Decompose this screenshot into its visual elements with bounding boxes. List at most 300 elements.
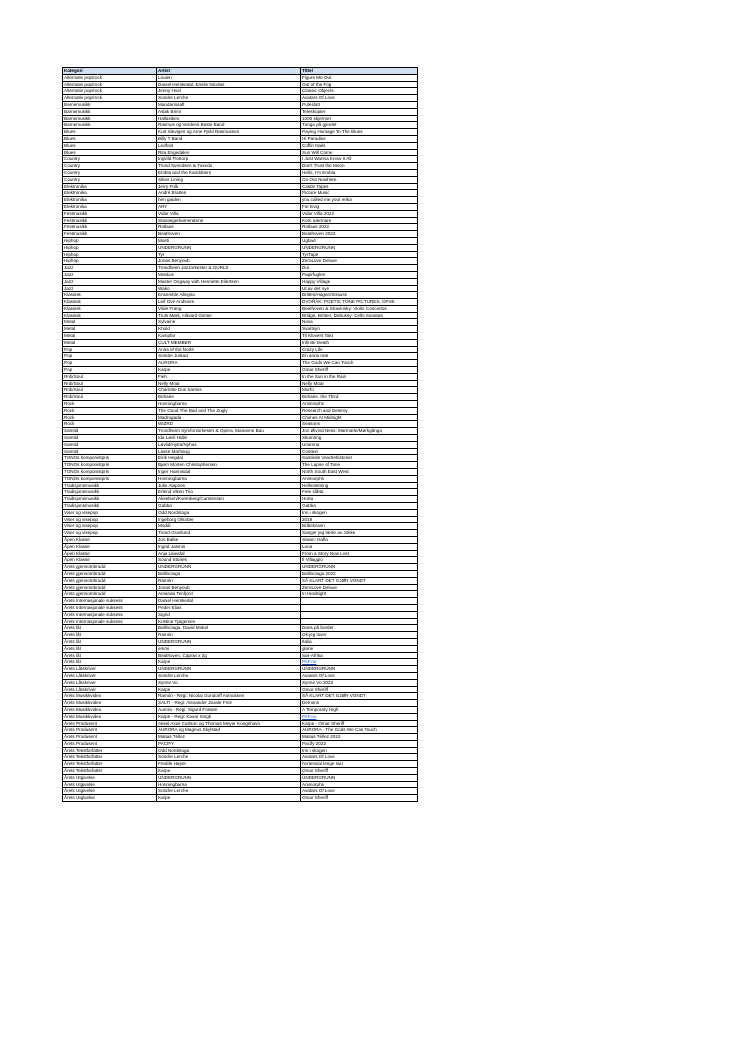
cell-tittel: Demons bbox=[301, 700, 418, 707]
cell-artist: Karpe bbox=[157, 768, 301, 775]
table-row bbox=[63, 142, 418, 149]
cell-tittel: Don't Trust the Moon bbox=[301, 163, 418, 170]
cell-tittel bbox=[301, 611, 418, 618]
table-row bbox=[63, 149, 418, 156]
table-row bbox=[63, 305, 418, 312]
table-row bbox=[63, 713, 418, 720]
cell-artist: UNDERGRUNN bbox=[157, 564, 301, 571]
cell-tittel: Samlede Vandrehistorier bbox=[301, 455, 418, 462]
cell-tittel: From a Story Now Lost bbox=[301, 550, 418, 557]
cell-artist: Eirik Hegdal bbox=[157, 455, 301, 462]
title-link[interactable]: PAF.no bbox=[302, 659, 317, 665]
cell-tittel: Italia bbox=[301, 638, 418, 645]
cell-artist: hen gaiden bbox=[157, 197, 301, 204]
cell-artist: Anna of the North bbox=[157, 346, 301, 353]
table-row bbox=[63, 394, 418, 401]
table-row bbox=[63, 598, 418, 605]
cell-artist: Silver Lining bbox=[157, 176, 301, 183]
cell-kategori: Årets Tekstforfatter bbox=[63, 754, 157, 761]
table-row bbox=[63, 672, 418, 679]
cell-tittel bbox=[301, 618, 418, 625]
cell-kategori: Årets Låtskriver bbox=[63, 672, 157, 679]
cell-artist: UNDERGRUNN bbox=[157, 638, 301, 645]
table-row bbox=[63, 462, 418, 469]
table-row bbox=[63, 265, 418, 272]
cell-artist: Stavangerkameratene bbox=[157, 217, 301, 224]
cell-artist: AURORA bbox=[157, 360, 301, 367]
cell-tittel: Inn i skogen bbox=[301, 747, 418, 754]
cell-artist: Kampfar bbox=[157, 333, 301, 340]
table-row bbox=[63, 292, 418, 299]
cell-artist: Lasse Marhaug bbox=[157, 448, 301, 455]
cell-artist: Ballinciaga bbox=[157, 570, 301, 577]
table-row bbox=[63, 768, 418, 775]
table-row bbox=[63, 625, 418, 632]
cell-kategori: Blues bbox=[63, 129, 157, 136]
cell-artist: Jenny Hval bbox=[157, 88, 301, 95]
cell-tittel: A Temporary High bbox=[301, 706, 418, 713]
cell-artist: Ida Løvli Hidle bbox=[157, 435, 301, 442]
cell-kategori: Elektronika bbox=[63, 190, 157, 197]
cell-kategori: Alternativ pop/rock bbox=[63, 74, 157, 81]
cell-kategori: Årets Musikkvideo bbox=[63, 700, 157, 707]
cell-artist: SALTI - Regi: Alexander Zarate Frez bbox=[157, 700, 301, 707]
cell-kategori: Årets Musikkvideo bbox=[63, 693, 157, 700]
cell-tittel: I Just Wanna Know It All bbox=[301, 156, 418, 163]
cell-kategori: Hiphop bbox=[63, 251, 157, 258]
cell-tittel: Paying Homage To The Blues bbox=[301, 129, 418, 136]
cell-tittel: Skumring bbox=[301, 435, 418, 442]
cell-artist: Rasmus og Verdens Beste Band bbox=[157, 122, 301, 129]
cell-artist: Wako bbox=[157, 285, 301, 292]
cell-tittel: hortensial lenge sia! bbox=[301, 761, 418, 768]
table-row bbox=[63, 503, 418, 510]
cell-artist: Charlotte Dos Santos bbox=[157, 387, 301, 394]
table-row bbox=[63, 129, 418, 136]
cell-artist: Beathoven, Capow x 2g bbox=[157, 652, 301, 659]
cell-artist: WIZRD bbox=[157, 421, 301, 428]
cell-tittel: Nova bbox=[301, 319, 418, 326]
cell-kategori: Årets Utgivelse bbox=[63, 774, 157, 781]
cell-tittel: Avatars Of Love bbox=[301, 754, 418, 761]
cell-kategori: Festmusikk bbox=[63, 217, 157, 224]
cell-artist: ARY bbox=[157, 203, 301, 210]
cell-tittel: SÅ KLART DET GJØR VONDT bbox=[301, 693, 418, 700]
cell-kategori: Årets låt bbox=[63, 632, 157, 639]
cell-kategori: Årets Utgivelse bbox=[63, 781, 157, 788]
cell-kategori: Klassisk bbox=[63, 312, 157, 319]
table-row bbox=[63, 401, 418, 408]
cell-artist: Vilde Frang bbox=[157, 305, 301, 312]
cell-tittel: En anna mæ bbox=[301, 353, 418, 360]
cell-kategori: Årets låt bbox=[63, 638, 157, 645]
table-row bbox=[63, 278, 418, 285]
table-row bbox=[63, 795, 418, 802]
cell-artist: Moskus bbox=[157, 271, 301, 278]
cell-tittel bbox=[301, 604, 418, 611]
table-row bbox=[63, 135, 418, 142]
cell-kategori: Alternativ pop/rock bbox=[63, 95, 157, 102]
cell-kategori: Årets Musikkvideo bbox=[63, 706, 157, 713]
table-row bbox=[63, 706, 418, 713]
cell-tittel: UNDERGRUNN bbox=[301, 244, 418, 251]
cell-tittel: Papirfuglen bbox=[301, 271, 418, 278]
cell-artist: Karpe bbox=[157, 795, 301, 802]
cell-tittel: Sun Will Come bbox=[301, 149, 418, 156]
cell-tittel: Ut av det nye bbox=[301, 285, 418, 292]
cell-kategori: Årets Produsent bbox=[63, 734, 157, 741]
cell-tittel: UNDERGRUNN bbox=[301, 564, 418, 571]
cell-kategori: Rnb/Soul bbox=[63, 394, 157, 401]
cell-artist: Fredrik Høyer bbox=[157, 761, 301, 768]
cell-kategori: Årets Internasjonale suksess bbox=[63, 604, 157, 611]
cell-artist: Beharie bbox=[157, 394, 301, 401]
cell-artist: CULT MEMBER bbox=[157, 339, 301, 346]
cell-tittel: Animorphs bbox=[301, 781, 418, 788]
cell-artist: Synne Vo bbox=[157, 679, 301, 686]
cell-tittel: Hellenistning bbox=[301, 482, 418, 489]
cell-kategori: Årets Produsent bbox=[63, 720, 157, 727]
table-row bbox=[63, 652, 418, 659]
table-row bbox=[63, 122, 418, 129]
cell-artist: Trond Granlund bbox=[157, 530, 301, 537]
cell-artist: Odd Nordstoga bbox=[157, 747, 301, 754]
cell-tittel: Britten/Hagen/Strauss bbox=[301, 292, 418, 299]
cell-kategori: Rock bbox=[63, 407, 157, 414]
table-row bbox=[63, 312, 418, 319]
table-row bbox=[63, 659, 418, 666]
cell-kategori: Pop bbox=[63, 353, 157, 360]
table-row bbox=[63, 482, 418, 489]
cell-kategori: Tradisjonsmusikk bbox=[63, 489, 157, 496]
table-row bbox=[63, 788, 418, 795]
cell-artist: Karpe bbox=[157, 686, 301, 693]
cell-tittel: Puteslott bbox=[301, 101, 418, 108]
cell-tittel: Out of the Fog bbox=[301, 81, 418, 88]
table-row bbox=[63, 115, 418, 122]
cell-tittel: Horta bbox=[301, 496, 418, 503]
cell-kategori: Rock bbox=[63, 421, 157, 428]
cell-tittel: Research and Destroy bbox=[301, 407, 418, 414]
cell-artist: Erlend Viken Trio bbox=[157, 489, 301, 496]
table-row bbox=[63, 380, 418, 387]
table-row bbox=[63, 435, 418, 442]
table-row bbox=[63, 734, 418, 741]
cell-artist: Julie Alapnes bbox=[157, 482, 301, 489]
table-row bbox=[63, 754, 418, 761]
cell-artist: Trond Svendsen & Tuxedo bbox=[157, 163, 301, 170]
cell-tittel: Ugbad bbox=[301, 237, 418, 244]
table-row bbox=[63, 74, 418, 81]
cell-artist: Madrugada bbox=[157, 414, 301, 421]
cell-artist: Matias Téllez bbox=[157, 734, 301, 741]
table-row bbox=[63, 237, 418, 244]
header-kategori: Kategori bbox=[63, 68, 157, 75]
cell-kategori: Viser og visepop bbox=[63, 509, 157, 516]
cell-tittel: Morfo bbox=[301, 387, 418, 394]
cell-artist: Jonas Benyoub bbox=[157, 584, 301, 591]
table-row bbox=[63, 496, 418, 503]
cell-kategori: Årets Låtskriver bbox=[63, 686, 157, 693]
cell-kategori: Alternativ pop/rock bbox=[63, 88, 157, 95]
table-row bbox=[63, 686, 418, 693]
table-row bbox=[63, 693, 418, 700]
cell-tittel: ZeroLove Deluxe bbox=[301, 584, 418, 591]
table-row bbox=[63, 197, 418, 204]
cell-tittel: Castle Tapes bbox=[301, 183, 418, 190]
cell-tittel: Context bbox=[301, 448, 418, 455]
cell-kategori: Country bbox=[63, 176, 157, 183]
cell-artist: UNDERGRUNN bbox=[157, 666, 301, 673]
header-tittel: Tittel bbox=[301, 68, 418, 75]
cell-kategori: Rnb/Soul bbox=[63, 380, 157, 387]
table-row bbox=[63, 210, 418, 217]
cell-tittel: For Evig bbox=[301, 203, 418, 210]
cell-artist: Sondre Lerche bbox=[157, 754, 301, 761]
cell-tittel bbox=[301, 659, 418, 666]
table-row bbox=[63, 727, 418, 734]
cell-kategori: Årets Internasjonale suksess bbox=[63, 611, 157, 618]
cell-kategori: TONOs komponistpris bbox=[63, 475, 157, 482]
cell-artist: Jerry Folk bbox=[157, 183, 301, 190]
cell-kategori: Elektronika bbox=[63, 203, 157, 210]
cell-tittel: Hello, I'm Embla bbox=[301, 169, 418, 176]
cell-artist: Truls Mørk, Håvard Gimse bbox=[157, 312, 301, 319]
table-row bbox=[63, 550, 418, 557]
cell-tittel: 2018 bbox=[301, 516, 418, 523]
table-row bbox=[63, 360, 418, 367]
cell-tittel: ZeroLove Deluxe bbox=[301, 258, 418, 265]
cell-kategori: Årets Produsent bbox=[63, 727, 157, 734]
cell-kategori: Elektronika bbox=[63, 183, 157, 190]
cell-kategori: Hiphop bbox=[63, 258, 157, 265]
cell-kategori: Barnemusikk bbox=[63, 122, 157, 129]
cell-kategori: Festmusikk bbox=[63, 224, 157, 231]
cell-artist: UNDERGRUNN bbox=[157, 244, 301, 251]
cell-kategori: Viser og visepop bbox=[63, 523, 157, 530]
cell-tittel: Dui bbox=[301, 265, 418, 272]
cell-artist: Master Oogway with Henriette Eilertsen bbox=[157, 278, 301, 285]
cell-artist: Aurora - Regi: Sigurd Fossen bbox=[157, 706, 301, 713]
cell-artist: Tyr bbox=[157, 251, 301, 258]
cell-artist: Ingeborg Oktober bbox=[157, 516, 301, 523]
cell-kategori: Årets Tekstforfatter bbox=[63, 747, 157, 754]
cell-kategori: Klassisk bbox=[63, 299, 157, 306]
cell-kategori: Festmusikk bbox=[63, 231, 157, 238]
cell-kategori: Metal bbox=[63, 326, 157, 333]
table-row bbox=[63, 720, 418, 727]
cell-artist: Inger Hannisdal bbox=[157, 469, 301, 476]
cell-kategori: Årets Tekstforfatter bbox=[63, 761, 157, 768]
table-row bbox=[63, 557, 418, 564]
cell-kategori: Barnemusikk bbox=[63, 115, 157, 122]
table-row bbox=[63, 632, 418, 639]
cell-artist: Odd Nordstoga bbox=[157, 509, 301, 516]
cell-kategori: Årets låt bbox=[63, 659, 157, 666]
cell-artist: Karpe - Regi: Kavar Singh bbox=[157, 713, 301, 720]
cell-kategori: Blues bbox=[63, 135, 157, 142]
cell-artist: Fieh bbox=[157, 373, 301, 380]
cell-artist: Louien bbox=[157, 74, 301, 81]
cell-kategori: Country bbox=[63, 156, 157, 163]
cell-tittel: Til Klovers Takt bbox=[301, 333, 418, 340]
cell-kategori: Rock bbox=[63, 414, 157, 421]
table-row bbox=[63, 774, 418, 781]
table-row bbox=[63, 81, 418, 88]
cell-artist: Aslak Brimi bbox=[157, 108, 301, 115]
cell-artist: Ensemble Allegria bbox=[157, 292, 301, 299]
cell-kategori: Barnemusikk bbox=[63, 101, 157, 108]
cell-tittel: Go Out Nowhere bbox=[301, 176, 418, 183]
table-row bbox=[63, 299, 418, 306]
cell-kategori: Hiphop bbox=[63, 237, 157, 244]
cell-artist: Rita Engedalen bbox=[157, 149, 301, 156]
cell-tittel bbox=[301, 598, 418, 605]
cell-kategori: Årets Låtskriver bbox=[63, 679, 157, 686]
table-row bbox=[63, 645, 418, 652]
cell-tittel: Omar Sheriff bbox=[301, 367, 418, 374]
cell-kategori: Åpen Klasse bbox=[63, 543, 157, 550]
table-row bbox=[63, 781, 418, 788]
cell-tittel: Beathoven 2022 bbox=[301, 231, 418, 238]
cell-kategori: TONOs komponistpris bbox=[63, 455, 157, 462]
cell-artist: UNDERGRUNN bbox=[157, 774, 301, 781]
cell-artist: Honningbarna bbox=[157, 781, 301, 788]
table-row bbox=[63, 319, 418, 326]
table-row bbox=[63, 509, 418, 516]
cell-kategori: Festmusikk bbox=[63, 210, 157, 217]
table-row bbox=[63, 747, 418, 754]
cell-kategori: Blues bbox=[63, 142, 157, 149]
table-row bbox=[63, 285, 418, 292]
cell-kategori: Elektronika bbox=[63, 197, 157, 204]
cell-kategori: Blues bbox=[63, 149, 157, 156]
cell-tittel: glorie bbox=[301, 645, 418, 652]
table-row bbox=[63, 183, 418, 190]
title-link[interactable]: PAF.no bbox=[302, 713, 317, 719]
cell-tittel: Beethoven & Stravinsky: Violin Concertos bbox=[301, 305, 418, 312]
cell-kategori: Årets Låtskriver bbox=[63, 666, 157, 673]
cell-tittel: Happy Village bbox=[301, 278, 418, 285]
cell-artist: Mandarinsaft bbox=[157, 101, 301, 108]
cell-artist: Beathoven bbox=[157, 231, 301, 238]
cell-tittel: Dans på bordet bbox=[301, 625, 418, 632]
cell-tittel: Figure Me Out bbox=[301, 74, 418, 81]
cell-kategori: Åpen Klasse bbox=[63, 557, 157, 564]
cell-kategori: Årets gjennombrudd bbox=[63, 564, 157, 571]
cell-kategori: Tradisjonsmusikk bbox=[63, 482, 157, 489]
header-row bbox=[63, 68, 418, 75]
table-row bbox=[63, 441, 418, 448]
table-row bbox=[63, 95, 418, 102]
cell-artist: Leif Ove Andsnes bbox=[157, 299, 301, 306]
header-artist: Artist bbox=[157, 68, 301, 75]
cell-tittel: Sanger jeg lærte av Jokke bbox=[301, 530, 418, 537]
cell-artist: Moddi bbox=[157, 523, 301, 530]
cell-artist: Karpe bbox=[157, 659, 301, 666]
cell-tittel: Teleskopter bbox=[301, 108, 418, 115]
cell-artist: Sigrid bbox=[157, 611, 301, 618]
cell-artist: Gabba bbox=[157, 503, 301, 510]
table-row bbox=[63, 373, 418, 380]
cell-artist: Ingrid Jasmin bbox=[157, 543, 301, 550]
cell-tittel: Avatars Of Love bbox=[301, 95, 418, 102]
cell-tittel: 1000 skjermer bbox=[301, 115, 418, 122]
cell-kategori: Årets Produsent bbox=[63, 740, 157, 747]
table-row bbox=[63, 108, 418, 115]
cell-kategori: Metal bbox=[63, 319, 157, 326]
cell-kategori: Pop bbox=[63, 360, 157, 367]
cell-kategori: Pop bbox=[63, 367, 157, 374]
cell-artist: Khold bbox=[157, 326, 301, 333]
cell-tittel: Picture Music bbox=[301, 190, 418, 197]
table-row bbox=[63, 333, 418, 340]
table-row bbox=[63, 530, 418, 537]
cell-tittel: The Lapse of Time bbox=[301, 462, 418, 469]
cell-kategori: Tradisjonsmusikk bbox=[63, 496, 157, 503]
cell-kategori: Metal bbox=[63, 333, 157, 340]
cell-kategori: Country bbox=[63, 169, 157, 176]
cell-tittel: you called me your erika bbox=[301, 197, 418, 204]
table-row bbox=[63, 88, 418, 95]
cell-kategori: Årets Utgivelse bbox=[63, 788, 157, 795]
cell-kategori: Alternativ pop/rock bbox=[63, 81, 157, 88]
cell-kategori: Country bbox=[63, 163, 157, 170]
cell-tittel: Rotlaus 2022 bbox=[301, 224, 418, 231]
cell-artist: Ramón - Regi: Nicolai Gundorff Asmussen bbox=[157, 693, 301, 700]
cell-artist: Vidar Villa bbox=[157, 210, 301, 217]
cell-artist: Trondheim Jazzorkester & GURLS bbox=[157, 265, 301, 272]
cell-tittel: Fete slåtta bbox=[301, 489, 418, 496]
cell-kategori: Samtid bbox=[63, 428, 157, 435]
table-row bbox=[63, 536, 418, 543]
nominee-table bbox=[62, 67, 418, 802]
table-row bbox=[63, 761, 418, 768]
table-row bbox=[63, 367, 418, 374]
cell-tittel bbox=[301, 713, 418, 720]
cell-artist: Peder Elias bbox=[157, 604, 301, 611]
cell-kategori: Samtid bbox=[63, 435, 157, 442]
cell-artist: Amanda Tenfjord bbox=[157, 591, 301, 598]
cell-artist: Honningbarna bbox=[157, 475, 301, 482]
cell-artist: Nelly Moar bbox=[157, 380, 301, 387]
cell-kategori: Årets Musikkvideo bbox=[63, 713, 157, 720]
cell-artist: Bjørn Morten Christophersen bbox=[157, 462, 301, 469]
table-row bbox=[63, 638, 418, 645]
cell-artist: Ramón bbox=[157, 632, 301, 639]
table-row bbox=[63, 231, 418, 238]
cell-tittel: Luna bbox=[301, 543, 418, 550]
cell-tittel: Inn i skogen bbox=[301, 509, 418, 516]
cell-artist: Daniel Herskedal, Emilie Nicolas bbox=[157, 81, 301, 88]
table-row bbox=[63, 428, 418, 435]
cell-tittel: Animorphs bbox=[301, 401, 418, 408]
cell-artist: AURORA og Magnus Skylstad bbox=[157, 727, 301, 734]
cell-artist: André Bratten bbox=[157, 190, 301, 197]
cell-artist: Ramón bbox=[157, 577, 301, 584]
cell-kategori: Årets låt bbox=[63, 652, 157, 659]
cell-artist: Daniel Herskedal bbox=[157, 598, 301, 605]
cell-artist: Trondheim Symfoniorkester & Opera, Marianne Bau bbox=[157, 428, 301, 435]
table-row bbox=[63, 156, 418, 163]
cell-artist: Sondre Lerche bbox=[157, 672, 301, 679]
cell-tittel: Nelly Moar bbox=[301, 380, 418, 387]
cell-artist: Sondre Justad bbox=[157, 353, 301, 360]
cell-tittel: Matias Téllez 2022 bbox=[301, 734, 418, 741]
cell-artist: Kristine Tjøgersen bbox=[157, 618, 301, 625]
cell-tittel: Beharie, the Third bbox=[301, 394, 418, 401]
table-row bbox=[63, 421, 418, 428]
